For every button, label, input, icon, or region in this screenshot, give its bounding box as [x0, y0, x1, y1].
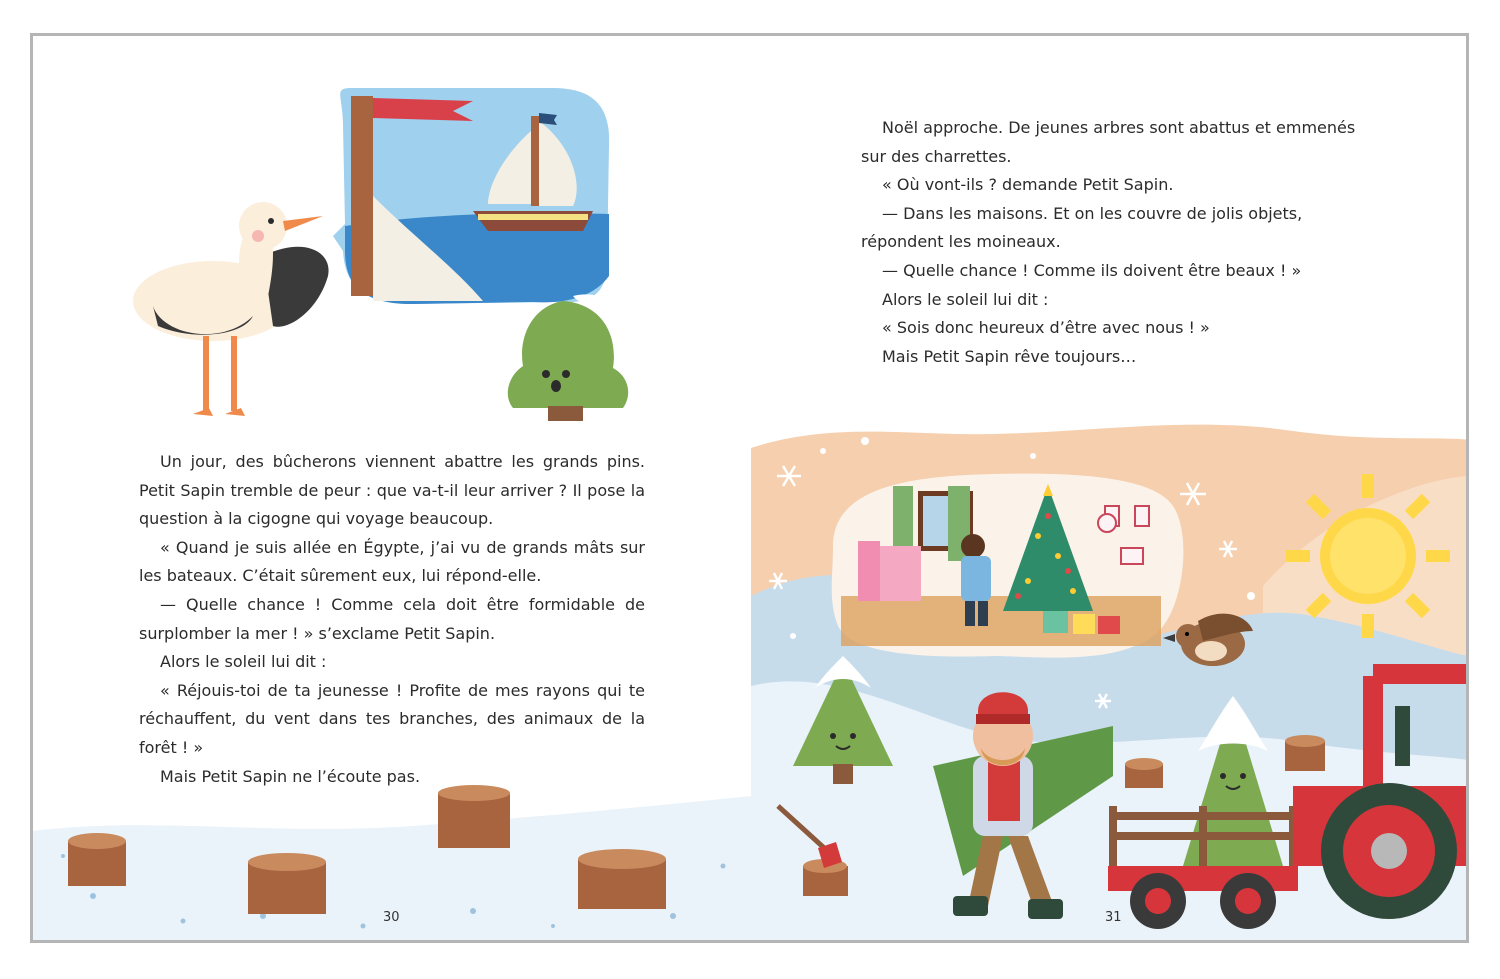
right-page-text — [861, 114, 1369, 371]
paragraph: — Quelle chance ! Comme cela doit être formidable de surplomber la mer ! » s’exclame Petit Sapin. — [139, 594, 645, 643]
page-number: 30 — [383, 910, 400, 925]
paragraph: « Quand je suis allée en Égypte, j’ai vu de grands mâts sur les bateaux. C’était sûrement eux, lui répond-elle. — [139, 537, 645, 586]
paragraph: Mais Petit Sapin rêve toujours… — [882, 346, 1137, 366]
paragraph: « Réjouis-toi de ta jeunesse ! Profite de mes rayons qui te réchauffent, du vent dans tes branches, des animaux de la forêt ! » — [139, 680, 645, 757]
paragraph: Mais Petit Sapin ne l’écoute pas. — [160, 766, 421, 786]
left-page-text — [139, 448, 645, 791]
paragraph: — Quelle chance ! Comme ils doivent être beaux ! » — [882, 260, 1302, 280]
paragraph: Noël approche. De jeunes arbres sont abattus et emmenés sur des charrettes. — [861, 118, 1356, 166]
ship-dream-bubble — [333, 88, 609, 304]
page-number: 31 — [1105, 910, 1122, 925]
paragraph: Alors le soleil lui dit : — [160, 652, 327, 672]
paragraph: « Sois donc heureux d’être avec nous ! » — [882, 318, 1210, 338]
living-room-dream-bubble — [832, 474, 1184, 658]
paragraph: Un jour, des bûcherons viennent abattre les grands pins. Petit Sapin tremble de peur : que va-t-il leur arriver ? Il pose la question à la cigogne qui voyage beaucoup. — [139, 452, 645, 529]
book-spread — [30, 33, 1469, 943]
stork-icon — [133, 202, 329, 416]
paragraph: Alors le soleil lui dit : — [882, 289, 1049, 309]
sad-fir-tree-icon — [508, 294, 628, 421]
paragraph: « Où vont-ils ? demande Petit Sapin. — [882, 175, 1174, 195]
paragraph: — Dans les maisons. Et on les couvre de jolis objets, répondent les moineaux. — [861, 203, 1303, 252]
